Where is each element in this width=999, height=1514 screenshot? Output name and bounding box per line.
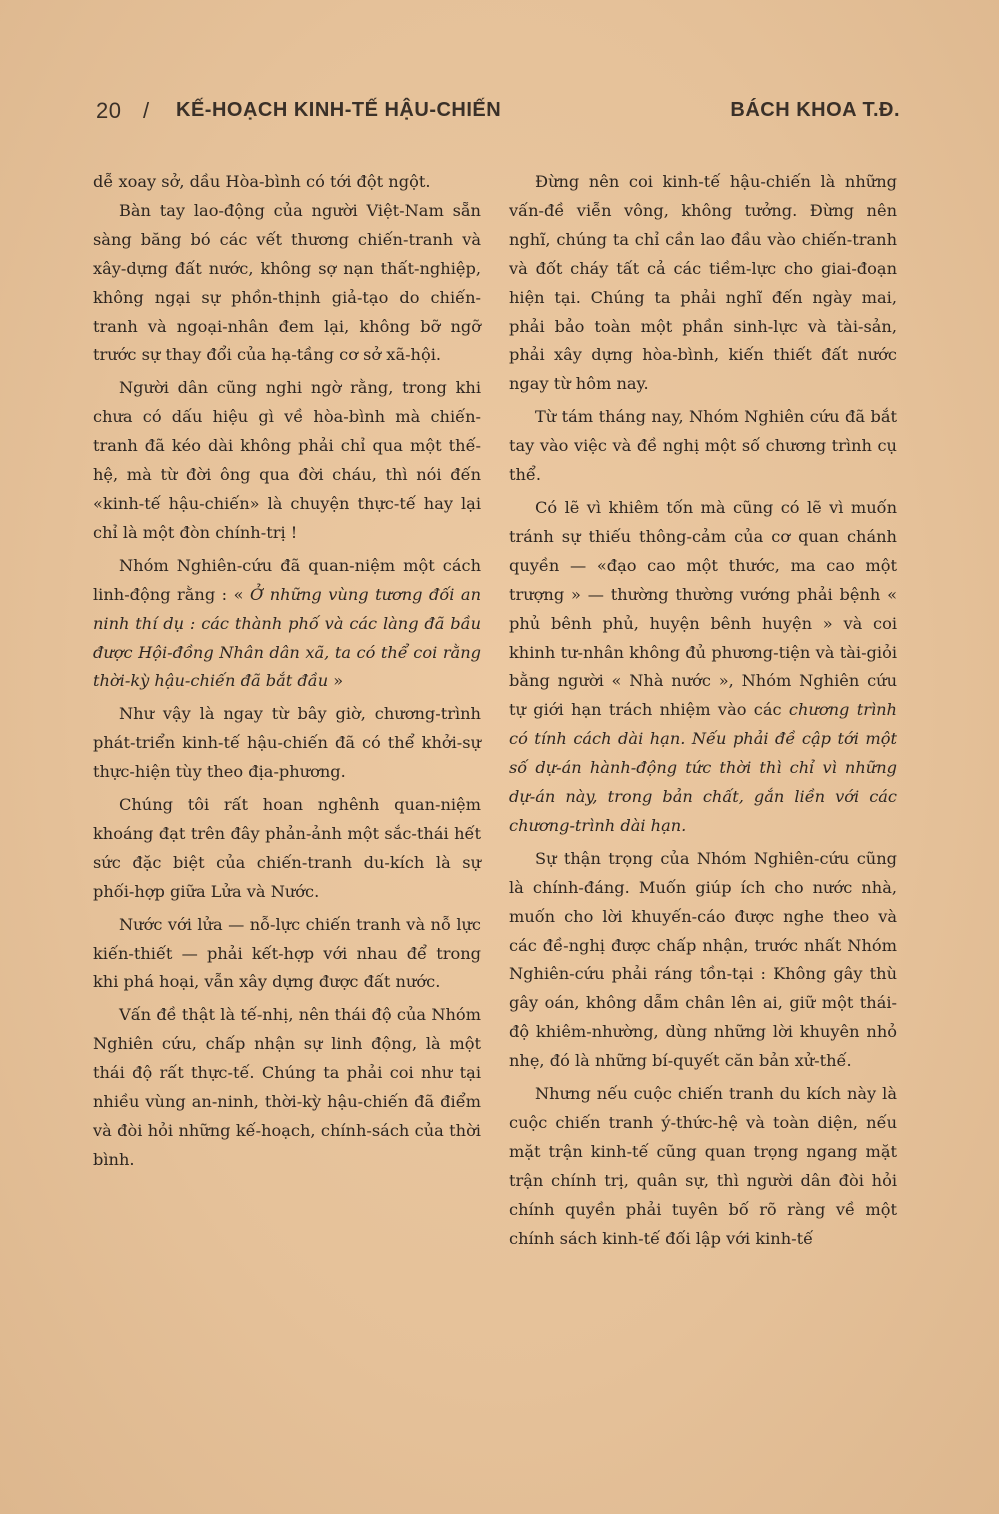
page-number: 20 — [96, 98, 122, 123]
left-column — [93, 168, 481, 1175]
paragraph: Chúng tôi rất hoan nghênh quan-niệm khoáng đạt trên đây phản-ảnh một sắc-thái hết sức đặc biệt của chiến-tranh du-kích là sự phối-hợp giữa Lửa và Nước. — [93, 795, 481, 901]
paragraph: Vấn đề thật là tế-nhị, nên thái độ của Nhóm Nghiên cứu, chấp nhận sự linh động, là một thái độ rất thực-tế. Chúng ta phải coi như tại nhiều vùng an-ninh, thời-kỳ hậu-chiến đã điểm và đòi hỏi những kế-hoạch, chính-sách của thời bình. — [93, 1005, 481, 1169]
paragraph: Từ tám tháng nay, Nhóm Nghiên cứu đã bắt tay vào việc và đề nghị một số chương trình cụ thể. — [509, 407, 897, 485]
running-header — [96, 98, 900, 134]
publication-name: BÁCH KHOA T.Đ. — [730, 99, 900, 121]
paragraph: Người dân cũng nghi ngờ rằng, trong khi chưa có dấu hiệu gì về hòa-bình mà chiến-tranh đã kéo dài không phải chỉ qua một thế-hệ, mà từ đời ông qua đời cháu, thì nói đến «kinh-tế hậu-chiến» là chuyện thực-tế hay lại chỉ là một đòn chính-trị ! — [93, 378, 481, 542]
paragraph: Bàn tay lao-động của người Việt-Nam sẵn sàng băng bó các vết thương chiến-tranh và xây-dựng đất nước, không sợ nạn thất-nghiệp, không ngại sự phồn-thịnh giả-tạo do chiến-tranh và ngoại-nhân đem lại, không bỡ ngỡ trước sự thay đổi của hạ-tầng cơ sở xã-hội. — [93, 200, 481, 365]
right-column — [509, 168, 897, 1254]
quote-intro: Nhóm Nghiên-cứu đã quan-niệm một cách linh-động rằng : « — [93, 555, 481, 604]
paragraph-with-italic — [509, 494, 897, 841]
paragraph-with-quote — [93, 552, 481, 697]
paragraph: Nhưng nếu cuộc chiến tranh du kích này là cuộc chiến tranh ý-thức-hệ và toàn diện, nếu mặt trận kinh-tế cũng quan trọng ngang mặt trận chính trị, quân sự, thì người dân đòi hỏi chính quyền phải tuyên bố rõ ràng về một chính sách kinh-tế đối lập với kinh-tế — [509, 1084, 897, 1248]
header-separator: / — [143, 98, 150, 123]
running-title: KẾ-HOẠCH KINH-TẾ HẬU-CHIẾN — [176, 99, 502, 121]
paragraph-text: Có lẽ vì khiêm tốn mà cũng có lẽ vì muốn tránh sự thiếu thông-cảm của cơ quan chánh quyền — «đạo cao một thước, ma cao một trượng » — thường thường vướng phải bệnh « phủ bênh phủ, huyện bênh huyện » và coi khinh tư-nhân không đủ phương-tiện và tài-giỏi bằng người « Nhà nước », Nhóm Nghiên cứu tự giới hạn trách nhiệm vào các — [509, 497, 897, 720]
paragraph: Đừng nên coi kinh-tế hậu-chiến là những vấn-đề viễn vông, không tưởng. Đừng nên nghĩ, chúng ta chỉ cần lao đầu vào chiến-tranh và đốt cháy tất cả các tiềm-lực cho giai-đoạn hiện tại. Chúng ta phải nghĩ đến ngày mai, phải bảo toàn một phần sinh-lực và tài-sản, phải xây dựng hòa-bình, kiến thiết đất nước ngay từ hôm nay. — [509, 172, 897, 394]
quote-text: Ở những vùng tương đối an ninh thí dụ : các thành phố và các làng đã bầu được Hội-đồng Nhân dân xã, ta có thể coi rằng thời-kỳ hậu-chiến đã bắt đầu — [93, 584, 482, 691]
paragraph: Nước với lửa — nỗ-lực chiến tranh và nỗ lực kiến-thiết — phải kết-hợp với nhau để trong khi phá hoại, vẫn xây dựng được đất nước. — [93, 914, 481, 992]
quote-close: » — [328, 671, 344, 691]
paragraph: Sự thận trọng của Nhóm Nghiên-cứu cũng là chính-đáng. Muốn giúp ích cho nước nhà, muốn cho lời khuyến-cáo được nghe theo và các đề-nghị được chấp nhận, trước nhất Nhóm Nghiên-cứu phải ráng tồn-tại : Không gây thù gây oán, không dẫm chân lên ai, giữ một thái-độ khiêm-nhường, dùng những lời khuyên nhỏ nhẹ, đó là những bí-quyết căn bản xử-thế. — [509, 848, 897, 1071]
paragraph: dễ xoay sở, dầu Hòa-bình có tới đột ngột. — [93, 172, 431, 191]
paragraph: Như vậy là ngay từ bây giờ, chương-trình phát-triển kinh-tế hậu-chiến đã có thể khởi-sự thực-hiện tùy theo địa-phương. — [93, 704, 481, 782]
italic-text: chương trình có tính cách dài hạn. Nếu phải đề cập tới một số dự-án hành-động tức thời thì chỉ vì những dự-án này, trong bản chất, gắn liền với các chương-trình dài hạn. — [509, 700, 897, 835]
